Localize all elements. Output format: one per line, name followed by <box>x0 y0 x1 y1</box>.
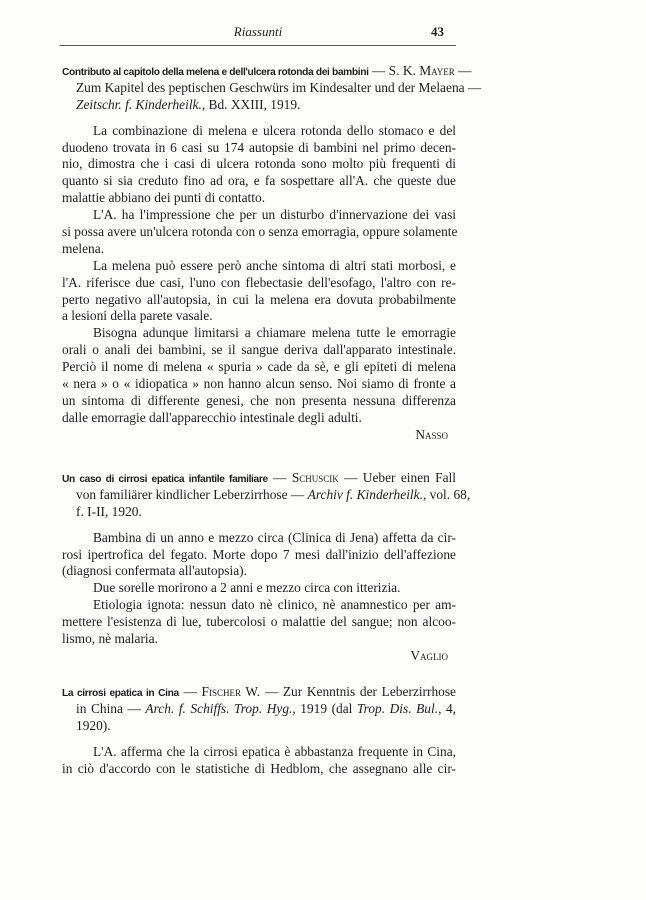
citation-line <box>62 486 471 504</box>
citation-text: — Ueber einen Fall <box>338 470 456 485</box>
abstract-melena <box>62 63 482 444</box>
body-line: quanto si sia creduto fino ad ora, e fa sospettare all'A. che queste due <box>62 173 456 189</box>
article-title: La cirrosi epatica in Cina <box>62 688 179 699</box>
citation-text: , vol. 68, <box>422 486 471 502</box>
citation-line <box>62 701 456 718</box>
body-line: perto negativo all'autopsia, in cui la melena era dovuta probabilmente <box>62 291 456 307</box>
body-line: l'A. riferisce due casi, l'uno con flebectasie dell'esofago, l'altro con re- <box>62 274 456 290</box>
citation-line <box>62 504 456 521</box>
citation-text: , 1919 (dal <box>292 700 357 716</box>
body-line: L'A. ha l'impressione che per un disturbo d'innervazione dei vasi <box>93 207 456 223</box>
author-name: Mayer <box>419 63 455 78</box>
reviewer-signature: Nasso <box>415 426 448 442</box>
citation-text: 1920). <box>76 717 111 733</box>
journal-name: Zeitschr. f. Kinderheilk. <box>76 96 202 112</box>
body-line: « nera » o « idiopatica » non hanno alcun senso. Noi siamo di fronte a <box>62 376 456 392</box>
spacer <box>62 735 456 744</box>
citation-text: , 4, <box>438 700 456 716</box>
body-line: si possa avere un'ulcera rotonda con o senza emorragia, oppure solamente <box>62 224 458 240</box>
citation-text: — <box>267 470 292 485</box>
author-name: Fischer <box>201 684 241 699</box>
abstract-cirrosi-cina <box>62 684 456 777</box>
author-name: Schuscik <box>291 470 339 485</box>
header-rule <box>60 45 456 46</box>
citation-line <box>62 470 456 487</box>
citation-text: , Bd. XXIII, 1919. <box>201 96 301 112</box>
body-line: La melena può essere però anche sintoma di altri stati morbosi, e <box>93 257 456 273</box>
citation-text: in China — <box>76 700 146 716</box>
body-line: duodeno trovata in 6 casi su 174 autopsie di bambini nel primo decen- <box>62 139 456 155</box>
citation-line <box>62 684 456 701</box>
body-line: Bisogna adunque limitarsi a chiamare melena tutte le emorragie <box>93 325 456 341</box>
citation-line <box>62 718 456 735</box>
citation-text: W. — Zur Kenntnis der Leberzirrhose <box>240 684 457 699</box>
body-line: Due sorelle morirono a 2 anni e mezzo circa con itterizia. <box>93 580 401 596</box>
citation-text: f. I-II, 1920. <box>76 503 142 519</box>
body-line: La combinazione di melena e ulcera rotonda dello stomaco e del <box>93 122 456 138</box>
body-line: Etiologia ignota: nessun dato nè clinico, nè anamnestico per am- <box>93 597 456 613</box>
article-title: Contributo al capitolo della melena e dell'ulcera rotonda dei bambini <box>62 67 369 78</box>
citation-line <box>62 79 482 97</box>
running-title: Riassunti <box>233 24 283 39</box>
body-line: malattie abbiano dei punti di contatto. <box>62 190 266 206</box>
citation-text: — <box>454 63 472 78</box>
journal-name: Trop. Dis. Bul. <box>356 700 439 716</box>
spacer <box>62 114 456 123</box>
journal-name: Arch. f. Schiffs. Trop. Hyg. <box>145 700 293 716</box>
article-title: Un caso di cirrosi epatica infantile familiare <box>62 474 268 485</box>
body-line: (diagnosi confermata all'autopsia). <box>62 563 247 579</box>
body-line: mettere l'esistenza di lue, tubercolosi o malattie del sangue; non alcoo- <box>62 614 456 630</box>
body-line: Bambina di un anno e mezzo circa (Clinica di Jena) affetta da cir- <box>93 529 456 545</box>
body-line: un sintoma di differente genesi, che non presenta nessuna differenza <box>62 392 456 408</box>
body-line: in ciò d'accordo con le statistiche di Hedblom, che assegnano alle cir- <box>62 760 456 776</box>
body-line: L'A. afferma che la cirrosi epatica è abbastanza frequente in Cina, <box>93 743 456 759</box>
body-line: rosi ipertrofica del fegato. Morte dopo 7 mesi dall'inizio dell'affezione <box>62 546 456 562</box>
citation-line <box>62 63 472 80</box>
page-number: 43 <box>431 24 444 39</box>
citation-text: — S. K. <box>368 63 420 78</box>
running-header <box>60 24 456 42</box>
body-line: orali o anali dei bambini, se il sangue deriva dall'apparato intestinale. <box>62 342 456 358</box>
body-line: lismo, nè malaria. <box>62 631 158 647</box>
spacer <box>62 521 456 530</box>
body-line: nio, dimostra che i casi di ulcera rotonda sono molto più frequenti di <box>62 156 456 172</box>
abstract-cirrosi-familiare <box>62 470 471 665</box>
journal-name: Archiv f. Kinderheilk. <box>307 486 423 502</box>
citation-line <box>62 97 456 114</box>
citation-text: — <box>178 684 202 699</box>
body-line: a lesioni della parete vasale. <box>62 308 213 324</box>
citation-text: Zum Kapitel des peptischen Geschwürs im Kindesalter und der Melaena — <box>76 79 482 95</box>
reviewer-signature: Vaglio <box>410 647 448 663</box>
body-line: dalle emorragie dall'apparecchio intestinale degli adulti. <box>62 409 362 425</box>
citation-text: von familiärer kindlicher Leberzirrhose — <box>76 486 308 502</box>
body-line: Perciò il nome di melena « spuria » cade da sè, e gli epiteti di melena <box>62 359 456 375</box>
body-line: melena. <box>62 240 105 256</box>
